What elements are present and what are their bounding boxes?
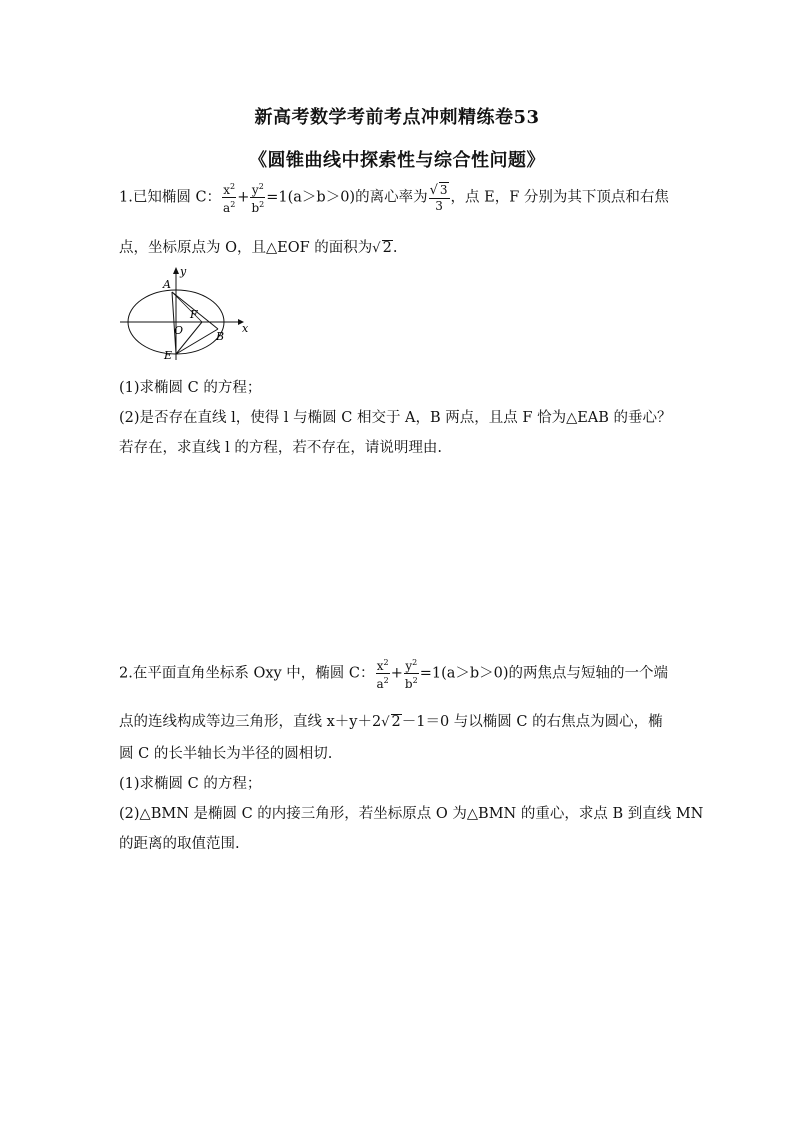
ellipse-figure: [118, 266, 254, 364]
label-F: F: [190, 308, 198, 321]
segment-EA: [172, 292, 176, 354]
q1-frac-x: $\frac{x^2}{a^2}$: [223, 182, 236, 215]
q1-part-1: (1)求椭圆 C 的方程；: [119, 380, 262, 396]
label-E: E: [164, 349, 173, 362]
q1-lead: 1.已知椭圆 C：: [119, 189, 222, 206]
page-subtitle: 《圆锥曲线中探索性与综合性问题》: [249, 150, 545, 171]
q2-frac-x: $\frac{x^2}{a^2}$: [376, 658, 389, 691]
q1-part-2-line-2: 若存在，求直线 l 的方程，若不存在，请说明理由.: [119, 440, 442, 456]
label-y: y: [180, 266, 187, 278]
q2-part-2-line-2: 的距离的取值范围.: [119, 836, 240, 852]
q1-line-2: 点，坐标原点为 O，且△EOF 的面积为√ 2.: [119, 240, 398, 256]
q2-part-1: (1)求椭圆 C 的方程；: [119, 776, 262, 792]
q2-lead: 2.在平面直角坐标系 Oxy 中，椭圆 C：: [119, 665, 375, 682]
q1-frac-y: $\frac{y^2}{b^2}$: [251, 182, 265, 215]
q2-line-2: 点的连线构成等边三角形，直线 x＋y＋2√ 2－1＝0 与以椭圆 C 的右焦点为圆心，椭: [119, 714, 663, 730]
q2-part-2-line-1: (2)△BMN 是椭圆 C 的内接三角形，若坐标原点 O 为△BMN 的重心，求点 B 到直线 MN: [119, 806, 704, 822]
q1-condition: =1(a＞b＞0)的离心率为: [266, 189, 428, 206]
q2-line-radicand: 2: [391, 714, 401, 730]
label-A: A: [163, 278, 171, 291]
q2-frac-y: $\frac{y^2}{b^2}$: [404, 658, 418, 691]
q2-condition: =1(a＞b＞0)的两焦点与短轴的一个端: [419, 665, 669, 682]
q1-part-2-line-1: (2)是否存在直线 l，使得 l 与椭圆 C 相交于 A，B 两点，且点 F 恰为△EAB 的垂心？: [119, 410, 672, 426]
page-title: 新高考数学考前考点冲刺精练卷53: [254, 107, 540, 128]
label-B: B: [216, 330, 225, 343]
q1-rest: ，点 E，F 分别为其下顶点和右焦: [450, 189, 669, 206]
q2-line-1: 2.在平面直角坐标系 Oxy 中，椭圆 C： $\frac{x^2}{a^2}$ + $\frac{y^2}{b^2}$ =1(a＞b＞0)的两焦点与短轴的一个端: [119, 658, 669, 691]
label-O: O: [174, 324, 184, 337]
q2-line-3: 圆 C 的长半轴长为半径的圆相切.: [119, 746, 333, 762]
q1-line-1: 1.已知椭圆 C： $\frac{x^2}{a^2}$ + $\frac{y^2}{b^2}$ =1(a＞b＞0)的离心率为 $\frac{√ 3}{3}$ ，点 E，F 分别为其下顶点和右焦: [119, 182, 669, 215]
q1-eccentricity: $\frac{√ 3}{3}$: [429, 183, 448, 213]
q1-area-radicand: 2: [382, 240, 392, 256]
y-axis-arrow: [173, 267, 179, 274]
label-x: x: [242, 322, 249, 335]
